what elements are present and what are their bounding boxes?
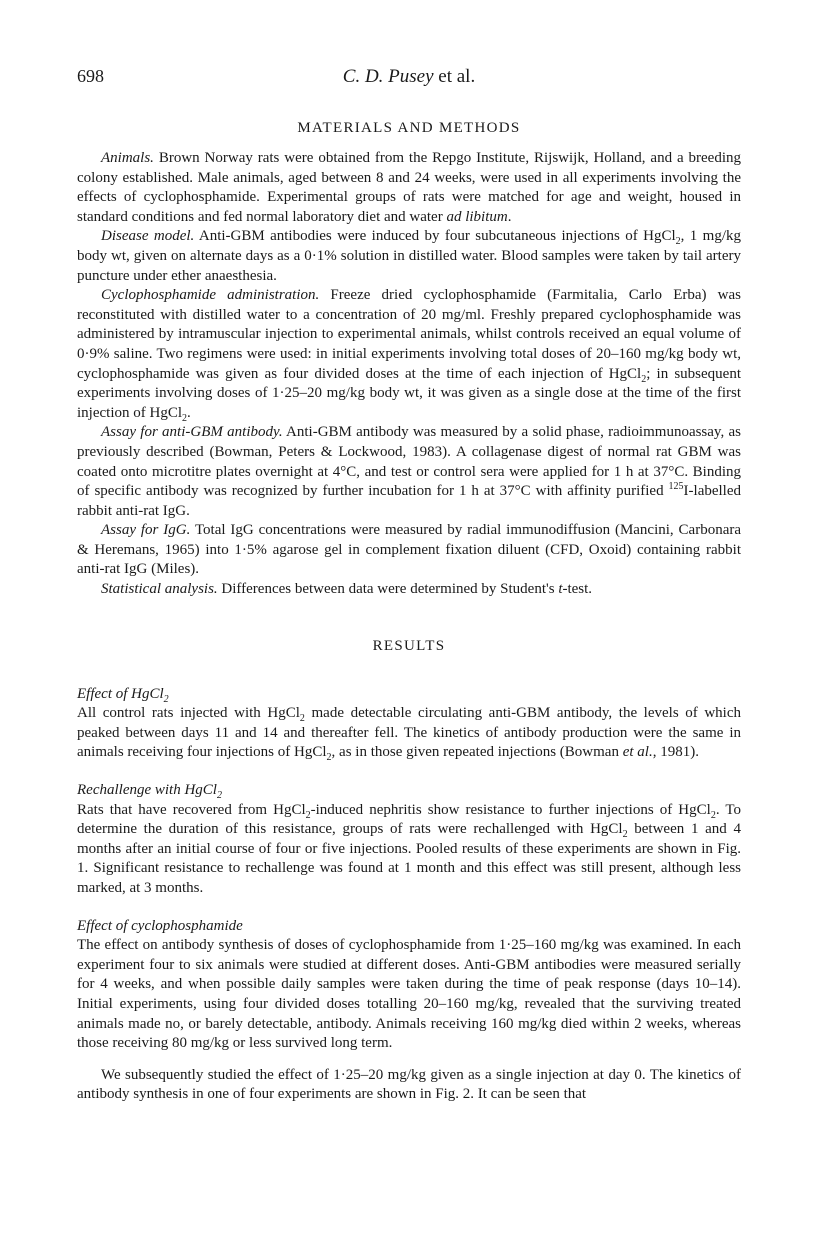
animals-end: . — [507, 208, 512, 225]
assay-igg-text: Total IgG concentrations were measured by radial immunodiffusion (Mancini, Carbonara & Heremans, 1965) into 1·5% agarose gel in complement fixation diluent (CFD, Oxoid) containing rabbit anti-rat IgG (Miles). — [77, 522, 742, 578]
effect-hgcl2-paragraph — [77, 704, 741, 763]
rechallenge-title — [77, 781, 741, 801]
animals-text: Brown Norway rats were obtained from the Repgo Institute, Rijswijk, Holland, and a breeding colony established. Male animals, aged between 8 and 24 weeks, were used in all experiments involving the effects of cyclophosphamide. Experimental groups of rats were matched for age and weight, housed in standard conditions and fed normal laboratory diet and water — [77, 150, 741, 225]
effect-hgcl2-text-1: All control rats injected with HgCl — [77, 705, 300, 722]
rechallenge-title-text: Rechallenge with HgCl — [77, 782, 217, 799]
assay-gbm-paragraph — [77, 423, 741, 521]
running-head-etal: et al. — [438, 66, 476, 87]
effect-hgcl2-sub-2: 2 — [326, 752, 332, 764]
effect-cyclophosphamide-title: Effect of cyclophosphamide — [77, 917, 243, 934]
effect-hgcl2-text-4: , 1981). — [652, 744, 699, 761]
effect-hgcl2-sub-1: 2 — [299, 713, 305, 725]
cyclo-text-3: . — [187, 404, 191, 421]
rechallenge-paragraph — [77, 801, 741, 899]
effect-cyclophosphamide-paragraph-2: We subsequently studied the effect of 1·25–20 mg/kg given as a single injection at day 0. The kinetics of antibody synthesis in one of four experiments are shown in Fig. 2. It can be seen that — [77, 1066, 741, 1103]
running-head-author: C. D. Pusey — [342, 66, 434, 87]
cyclo-sub-1: 2 — [641, 373, 647, 385]
rechallenge-sub-2: 2 — [710, 809, 716, 821]
rechallenge-sub-3: 2 — [622, 829, 628, 841]
stats-text-2: -test. — [562, 581, 593, 598]
rechallenge-section — [77, 781, 741, 899]
effect-hgcl2-text-2: made detectable circulating anti-GBM antibody, the levels of which peaked between days 11 and 14 and thereafter fell. The kinetics of antibody production were the same in animals receiving four injections of HgCl — [77, 705, 741, 761]
effect-hgcl2-section — [77, 685, 741, 763]
disease-model-paragraph — [77, 227, 741, 286]
assay-gbm-sup-1: 125 — [668, 481, 684, 493]
disease-sub-1: 2 — [675, 236, 681, 248]
effect-cyclophosphamide-section — [77, 917, 741, 1105]
cyclo-text-2: ; in subsequent experiments involving doses of 1·25–20 mg/kg body wt, it was given as a single dose at the time of the first injection of HgCl — [77, 365, 741, 421]
page-header — [77, 66, 741, 100]
effect-hgcl2-title-sub: 2 — [163, 693, 169, 705]
assay-gbm-text-1: Anti-GBM antibody was measured by a solid phase, radioimmunoassay, as previously described (Bowman, Peters & Lockwood, 1983). A collagenase digest of normal rat GBM was coated onto microtitre plates overnight at 4°C, and test or control sera were applied for 1 h at 37°C. Binding of specific antibody was recognized by further incubation for 1 h at 37°C with affinity purified — [77, 424, 741, 500]
animals-paragraph — [77, 149, 741, 227]
paragraph-gap — [77, 1054, 741, 1066]
effect-hgcl2-title — [77, 685, 741, 705]
cyclophosphamide-admin-paragraph — [77, 286, 741, 423]
cyclophosphamide-admin-title: Cyclophosphamide administration. — [101, 287, 320, 304]
results-heading: RESULTS — [372, 637, 446, 654]
cyclo-text-1: Freeze dried cyclophosphamide (Farmitalia, Carlo Erba) was reconstituted with distilled water to a concentration of 20 mg/ml. Freshly prepared cyclophosphamide was administered by intramuscular injection to experimental animals, whilst controls received an equal volume of 0·9% saline. Two regimens were used: in initial experiments involving total doses of 20–160 mg/kg body wt, cyclophosphamide was given as four divided doses at the time of each injection of HgCl — [77, 287, 742, 382]
disease-model-title: Disease model. — [101, 228, 195, 245]
stats-text-1: Differences between data were determined by Student's — [221, 581, 559, 598]
effect-hgcl2-text-3: , as in those given repeated injections (Bowman — [331, 744, 623, 761]
assay-igg-paragraph — [77, 521, 741, 580]
assay-igg-title: Assay for IgG. — [101, 522, 191, 539]
assay-gbm-title: Assay for anti-GBM antibody. — [101, 424, 283, 441]
animals-title: Animals. — [101, 150, 154, 166]
assay-gbm-text-2: I-labelled rabbit anti-rat IgG. — [77, 483, 741, 519]
statistics-paragraph — [77, 580, 741, 600]
effect-hgcl2-etal: et al. — [622, 744, 653, 761]
rechallenge-text-1: Rats that have recovered from HgCl — [77, 801, 306, 818]
disease-text-2: , 1 mg/kg body wt, given on alternate days as a 0·1% solution in distilled water. Blood samples were taken by tail artery puncture under ether anaesthesia. — [77, 228, 741, 284]
rechallenge-sub-1: 2 — [305, 809, 311, 821]
rechallenge-text-2: -induced nephritis show resistance to further injections of HgCl — [310, 801, 711, 818]
journal-page — [77, 66, 741, 1105]
rechallenge-text-4: between 1 and 4 months after an initial course of four or five injections. Pooled results of these experiments are shown in Fig. 1. Significant resistance to rechallenge was found at 1 month and this effect was still present, although less marked, at 3 months. — [77, 821, 741, 896]
page-number: 698 — [77, 66, 104, 86]
running-head — [77, 66, 741, 88]
disease-text-1: Anti-GBM antibodies were induced by four subcutaneous injections of HgCl — [198, 228, 676, 245]
methods-heading: MATERIALS AND METHODS — [297, 120, 521, 136]
animals-italic-tail: ad libitum — [446, 208, 508, 225]
statistics-title: Statistical analysis. — [101, 581, 218, 598]
cyclo-sub-2: 2 — [182, 412, 187, 424]
rechallenge-title-sub: 2 — [216, 790, 222, 802]
rechallenge-text-3: . To determine the duration of this resistance, groups of rats were rechallenged with HgCl — [77, 801, 741, 838]
effect-cyclophosphamide-paragraph-1: The effect on antibody synthesis of doses of cyclophosphamide from 1·25–160 mg/kg was examined. In each experiment four to six animals were studied at different doses. Anti-GBM antibodies were measured serially for 4 weeks, and when possible daily samples were taken during the time of peak response (days 10–14). Initial experiments, using four divided doses totalling 20–160 mg/kg, revealed that the surviving treated animals made no, or barely detectable, antibody. Animals receiving 160 mg/kg died within 2 weeks, whereas those receiving 80 mg/kg or less survived long term. — [77, 937, 741, 1052]
stats-italic-t: t — [558, 581, 563, 598]
effect-hgcl2-title-text: Effect of HgCl — [77, 685, 164, 702]
